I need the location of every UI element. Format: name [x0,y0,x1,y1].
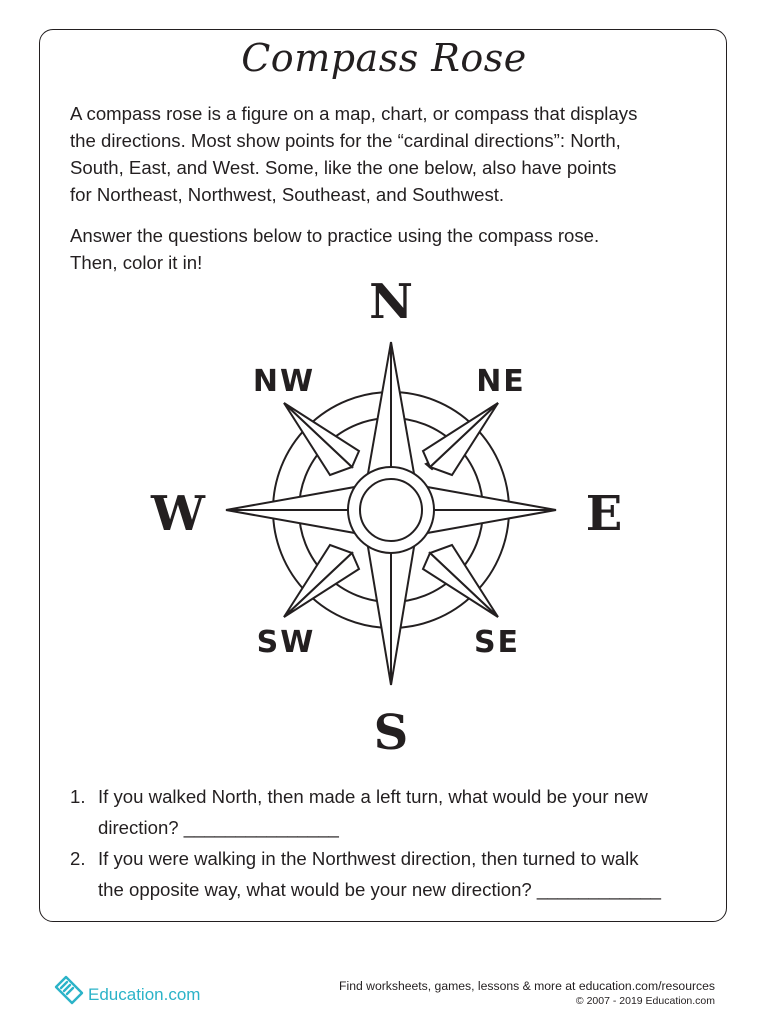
education-logo-icon [52,973,86,1007]
question-number: 2. [70,848,86,869]
question-list [70,781,710,905]
page-title: Compass Rose [241,36,527,80]
intro-line: A compass rose is a figure on a map, chart, or compass that displays [70,103,638,124]
instruction-paragraph [70,222,710,276]
northeast-label: NE [476,364,526,399]
question-text: the opposite way, what would be your new direction? ____________ [98,879,662,900]
question-text: If you were walking in the Northwest direction, then turned to walk [98,848,639,869]
question-text: If you walked North, then made a left turn, what would be your new [98,786,648,807]
intro-paragraph [70,100,710,208]
intro-line: South, East, and West. Some, like the one below, also have points [70,157,617,178]
north-label: N [369,274,413,330]
question-item [70,781,710,843]
intro-line: for Northeast, Northwest, Southeast, and Southwest. [70,184,505,205]
southwest-label: SW [256,625,316,660]
question-text: direction? _______________ [98,817,339,838]
question-item [70,843,710,905]
northwest-label: NW [252,364,316,399]
question-number: 1. [70,786,86,807]
southeast-label: SE [473,625,521,660]
instruction-line: Answer the questions below to practice using the compass rose. [70,225,600,246]
east-label: E [585,486,623,542]
instruction-line: Then, color it in! [70,252,203,273]
south-label: S [373,705,409,761]
intro-line: the directions. Most show points for the “cardinal directions”: North, [70,130,621,151]
west-label: W [151,486,205,542]
education-logo[interactable] [52,970,200,1010]
footer-copyright: © 2007 - 2019 Education.com [575,995,715,1007]
logo-text: Education.com [88,985,201,1004]
footer-tagline: Find worksheets, games, lessons & more at education.com/resources [339,979,715,993]
